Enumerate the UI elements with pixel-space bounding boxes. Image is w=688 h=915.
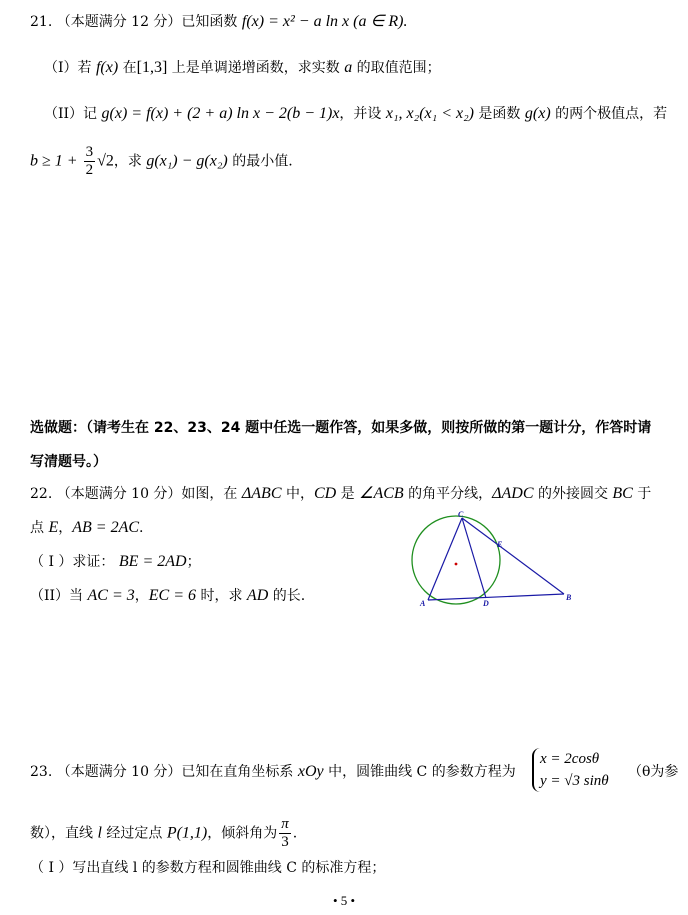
- q23-parametric-system: x = 2cosθ y = √3 sinθ: [528, 748, 613, 792]
- circle-center-dot: [455, 563, 458, 566]
- q22-part1: （ I ）求证： BE = 2AD；: [30, 553, 201, 570]
- q23-part1: （ I ）写出直线 l 的参数方程和圆锥曲线 C 的标准方程；: [30, 860, 386, 876]
- label-a: A: [420, 599, 426, 608]
- segment-ab: [428, 594, 564, 600]
- q21-part2: （II）记 g(x) = f(x) + (2 + a) ln x − 2(b − 1)x，并设 x₁, x₂(x₁ < x₂) 是函数 g(x) 的两个极值点，若: [44, 105, 668, 122]
- label-b: B: [566, 593, 572, 602]
- elective-title-cont: 写清题号。）: [30, 454, 107, 470]
- fraction-3-2: $\frac{3}{2}$: [85, 144, 94, 178]
- q22-header: 22. （本题满分 10 分）如图，在 ΔABC 中，CD 是 ∠ACB 的角平分线，ΔADC 的外接圆交 BC 于: [30, 485, 652, 502]
- label-e: E: [497, 540, 503, 549]
- segment-cb: [462, 518, 564, 594]
- q22-line2: 点 E，AB = 2AC.: [30, 519, 144, 536]
- segment-cd: [462, 518, 486, 598]
- page-number: • 5 •: [332, 893, 356, 908]
- q21-function: f(x) = x² − a ln x (a ∈ R).: [241, 13, 408, 30]
- label-c: C: [458, 510, 464, 519]
- q22-part2: （II）当 AC = 3，EC = 6 时，求 AD 的长.: [30, 587, 306, 604]
- label-d: D: [483, 599, 489, 608]
- elective-title: 选做题：（请考生在 22、23、24 题中任选一题作答，如果多做，则按所做的第一题计分，作答时请: [30, 420, 652, 436]
- q22-geometry-figure: [408, 510, 578, 610]
- q21-part1: （I）若 f(x) 在[1,3] 上是单调递增函数，求实数 a 的取值范围；: [44, 59, 441, 76]
- circumcircle: [412, 516, 503, 604]
- q23-line2: 数），直线 l 经过定点 P(1,1)，倾斜角为 $\frac{\pi}{3}$ .: [30, 816, 298, 850]
- fraction-pi-3: $\frac{\pi}{3}$: [281, 816, 289, 850]
- q21-part2-condition: b ≥ 1 + $\frac{3}{2}$ √2，求 g(x₁) − g(x₂) 的最小值.: [30, 144, 293, 178]
- q23-header: 23. （本题满分 10 分）已知在直角坐标系 xOy 中，圆锥曲线 C 的参数方程为: [30, 763, 516, 780]
- q23-tail: （θ为参: [628, 764, 679, 780]
- q21-header: 21. （本题满分 12 分）已知函数 f(x) = x² − a ln x (a ∈ R).: [30, 13, 408, 30]
- segment-ca: [428, 518, 462, 600]
